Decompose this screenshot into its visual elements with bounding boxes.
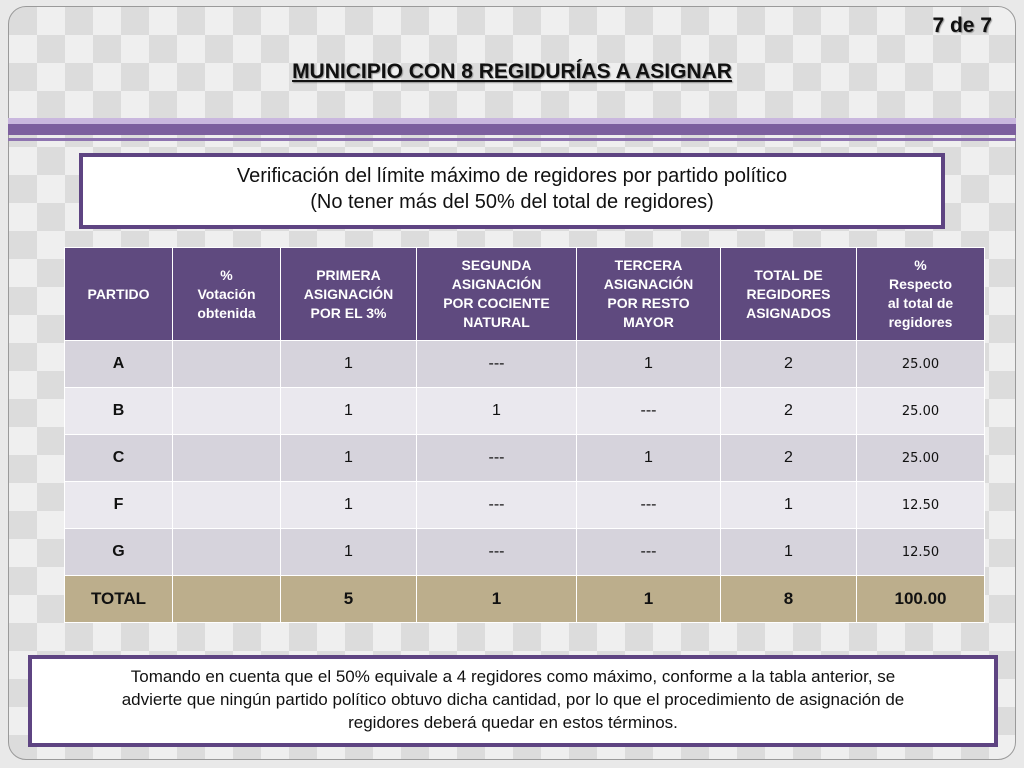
total-tercera: 1	[577, 576, 721, 623]
verification-line-1: Verificación del límite máximo de regidores por partido político	[236, 165, 788, 187]
cell-partido: F	[65, 482, 173, 529]
cell-partido: A	[65, 341, 173, 388]
total-primera: 5	[281, 576, 417, 623]
cell-votacion	[173, 529, 281, 576]
cell-tercera: ---	[577, 388, 721, 435]
cell-segunda: ---	[417, 341, 577, 388]
table-total-row	[65, 576, 985, 623]
cell-segunda: ---	[417, 529, 577, 576]
cell-porcentaje: 25.00	[857, 388, 985, 435]
table-row	[65, 341, 985, 388]
cell-total: 2	[721, 341, 857, 388]
cell-porcentaje: 12.50	[857, 482, 985, 529]
page-title: MUNICIPIO CON 8 REGIDURÍAS A ASIGNAR	[292, 60, 732, 83]
header-segunda-asignacion: SEGUNDA ASIGNACIÓN POR COCIENTE NATURAL	[417, 248, 577, 341]
cell-porcentaje: 12.50	[857, 529, 985, 576]
table-row	[65, 388, 985, 435]
header-porcentaje: % Respecto al total de regidores	[857, 248, 985, 341]
cell-votacion	[173, 435, 281, 482]
table-header-row	[65, 248, 985, 341]
table-row	[65, 529, 985, 576]
cell-porcentaje: 25.00	[857, 341, 985, 388]
cell-tercera: ---	[577, 529, 721, 576]
note-box	[28, 655, 998, 747]
decorative-band-dark	[8, 124, 1016, 135]
decorative-band-line	[8, 138, 1016, 141]
note-line-1: Tomando en cuenta que el 50% equivale a 4 regidores como máximo, conforme a la tabla anterior, se	[130, 667, 896, 686]
verification-box	[79, 153, 945, 229]
table-row	[65, 435, 985, 482]
total-label: TOTAL	[65, 576, 173, 623]
total-segunda: 1	[417, 576, 577, 623]
cell-tercera: 1	[577, 341, 721, 388]
cell-tercera: 1	[577, 435, 721, 482]
cell-total: 2	[721, 388, 857, 435]
note-line-3: regidores deberá quedar en estos términos.	[348, 713, 678, 732]
cell-segunda: ---	[417, 435, 577, 482]
allocation-table	[64, 247, 985, 623]
verification-line-2: (No tener más del 50% del total de regidores)	[310, 191, 714, 213]
note-line-2: advierte que ningún partido político obtuvo dicha cantidad, por lo que el procedimiento de asignación de	[121, 690, 905, 709]
cell-partido: G	[65, 529, 173, 576]
cell-porcentaje: 25.00	[857, 435, 985, 482]
cell-primera: 1	[281, 482, 417, 529]
header-tercera-asignacion: TERCERA ASIGNACIÓN POR RESTO MAYOR	[577, 248, 721, 341]
cell-primera: 1	[281, 341, 417, 388]
cell-primera: 1	[281, 388, 417, 435]
table-row	[65, 482, 985, 529]
cell-partido: B	[65, 388, 173, 435]
cell-votacion	[173, 482, 281, 529]
cell-total: 1	[721, 482, 857, 529]
cell-primera: 1	[281, 435, 417, 482]
cell-partido: C	[65, 435, 173, 482]
cell-tercera: ---	[577, 482, 721, 529]
header-primera-asignacion: PRIMERA ASIGNACIÓN POR EL 3%	[281, 248, 417, 341]
cell-total: 1	[721, 529, 857, 576]
header-total-regidores: TOTAL DE REGIDORES ASIGNADOS	[721, 248, 857, 341]
total-votacion	[173, 576, 281, 623]
cell-total: 2	[721, 435, 857, 482]
cell-segunda: 1	[417, 388, 577, 435]
cell-votacion	[173, 341, 281, 388]
cell-votacion	[173, 388, 281, 435]
header-partido: PARTIDO	[65, 248, 173, 341]
total-regidores: 8	[721, 576, 857, 623]
header-votacion: % Votación obtenida	[173, 248, 281, 341]
cell-primera: 1	[281, 529, 417, 576]
page-indicator: 7 de 7	[932, 14, 992, 37]
cell-segunda: ---	[417, 482, 577, 529]
total-porcentaje: 100.00	[857, 576, 985, 623]
